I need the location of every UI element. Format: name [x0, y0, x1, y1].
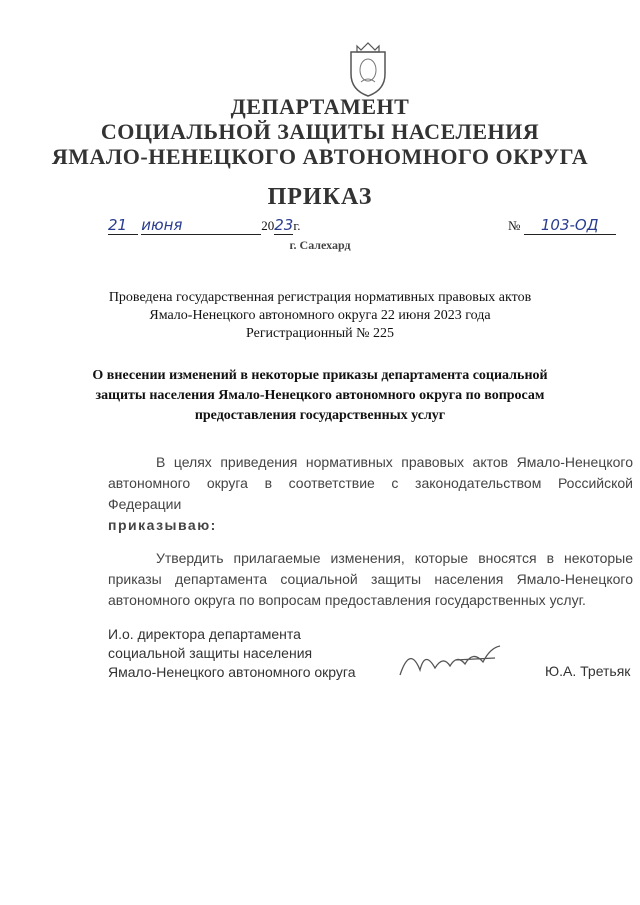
registration-line-1: Проведена государственная регистрация нормативных правовых актов	[108, 290, 532, 305]
city: г. Салехард	[289, 238, 351, 252]
signatory-line-1: И.о. директора департамента	[108, 626, 301, 642]
preamble-text: В целях приведения нормативных правовых актов Ямало-Ненецкого автономного округа в соответствие с законодательством Российской Федерации	[108, 454, 633, 512]
document-title	[0, 366, 640, 426]
handwritten-signature	[395, 640, 505, 685]
department-line-1: ДЕПАРТАМЕНТ	[230, 94, 410, 119]
date-year-prefix: 20	[261, 218, 275, 233]
document-type: ПРИКАЗ	[267, 184, 373, 210]
date-year-suffix: 23	[274, 216, 294, 234]
date-day: 21	[108, 216, 138, 235]
signatory-line-2: социальной защиты населения	[108, 645, 313, 661]
signatory-name: Ю.А. Третьяк	[545, 663, 631, 679]
registration-line-3: Регистрационный № 225	[246, 326, 394, 341]
document-number: 103-ОД	[524, 216, 616, 235]
number-field	[508, 216, 616, 235]
coat-of-arms-emblem	[343, 40, 393, 98]
number-label: №	[508, 218, 521, 233]
registration-stamp	[0, 289, 640, 343]
title-line-1: О внесении изменений в некоторые приказы департамента социальной	[92, 368, 548, 383]
title-line-2: защиты населения Ямало-Ненецкого автономного округа по вопросам	[95, 388, 545, 403]
signatory-title	[108, 625, 356, 682]
signatory-line-3: Ямало-Ненецкого автономного округа	[108, 664, 356, 680]
paragraph-preamble	[108, 452, 633, 536]
paragraph-order: Утвердить прилагаемые изменения, которые вносятся в некоторые приказы департамента социальной защиты населения Ямало-Ненецкого автономного округа по вопросам предоставления государственных услуг.	[108, 550, 633, 608]
date-field	[108, 216, 300, 235]
order-word: приказываю:	[108, 517, 217, 533]
date-month: июня	[141, 216, 261, 235]
department-line-2: СОЦИАЛЬНОЙ ЗАЩИТЫ НАСЕЛЕНИЯ	[100, 119, 540, 144]
department-line-3: ЯМАЛО-НЕНЕЦКОГО АВТОНОМНОГО ОКРУГА	[51, 144, 589, 169]
registration-line-2: Ямало-Ненецкого автономного округа 22 июня 2023 года	[149, 308, 491, 323]
title-line-3: предоставления государственных услуг	[194, 408, 446, 423]
date-year-unit: г.	[293, 218, 301, 233]
